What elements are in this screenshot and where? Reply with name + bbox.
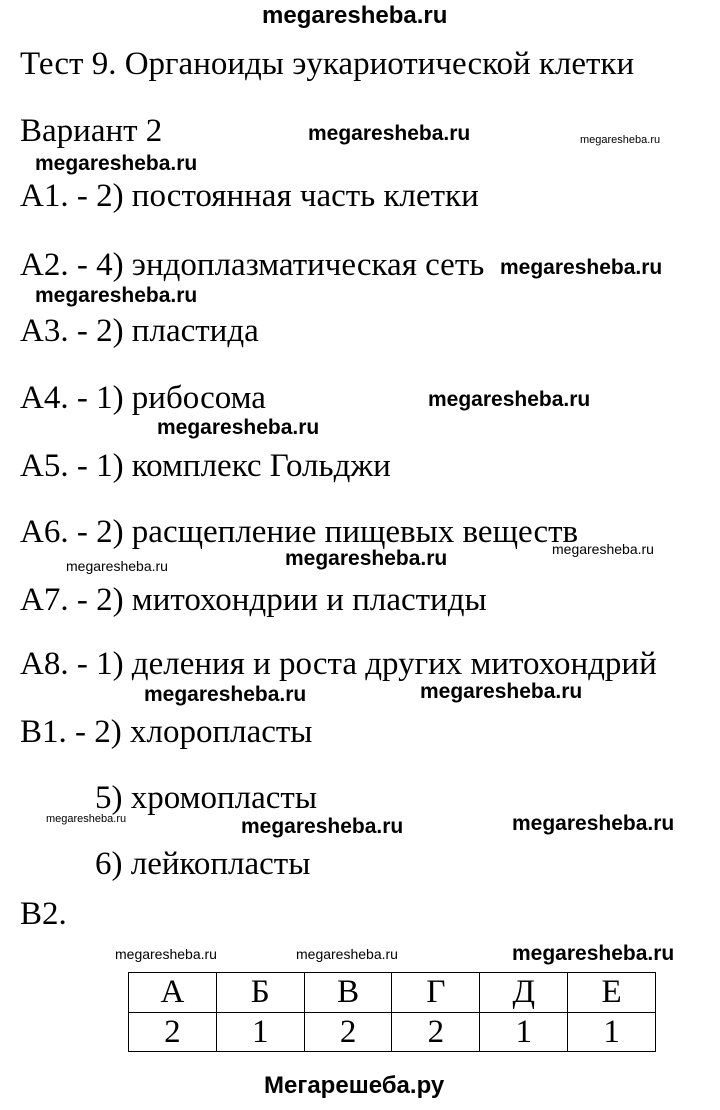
answer-b1-line3: 6) лейкопласты [95, 846, 311, 882]
watermark: megaresheba.ru [35, 284, 198, 307]
watermark: megaresheba.ru [512, 942, 675, 965]
variant-label: Вариант 2 [20, 113, 163, 149]
answer-a8: А8. - 1) деления и роста других митохондрий [20, 646, 657, 682]
answer-a1: А1. - 2) постоянная часть клетки [20, 178, 479, 214]
watermark: megaresheba.ru [308, 122, 471, 145]
answer-b1-line2: 5) хромопласты [95, 780, 318, 816]
table-cell: 1 [568, 1012, 656, 1052]
watermark: megaresheba.ru [512, 812, 675, 835]
answer-a2: А2. - 4) эндоплазматическая сеть [20, 247, 485, 283]
answer-a4: А4. - 1) рибосома [20, 380, 266, 416]
watermark: megaresheba.ru [66, 558, 168, 574]
table-cell: 2 [392, 1012, 480, 1052]
table-header-cell: А [129, 973, 217, 1013]
watermark: megaresheba.ru [552, 541, 654, 557]
table-cell: 2 [129, 1012, 217, 1052]
answer-a6: А6. - 2) расщепление пищевых веществ [20, 514, 579, 550]
watermark: megaresheba.ru [157, 416, 320, 439]
watermark: megaresheba.ru [115, 946, 217, 962]
answer-a5: А5. - 1) комплекс Гольджи [20, 448, 391, 484]
watermark: megaresheba.ru [46, 813, 127, 825]
page-title: Тест 9. Органоиды эукариотической клетки [20, 46, 635, 82]
table-header-cell: Г [392, 973, 480, 1013]
table-header-cell: В [304, 973, 392, 1013]
table-cell: 2 [304, 1012, 392, 1052]
answer-a7: А7. - 2) митохондрии и пластиды [20, 582, 487, 618]
table-header-cell: Е [568, 973, 656, 1013]
watermark: megaresheba.ru [35, 152, 198, 175]
watermark-top: megaresheba.ru [262, 2, 448, 29]
watermark: megaresheba.ru [420, 680, 583, 703]
watermark: megaresheba.ru [285, 547, 448, 570]
watermark: megaresheba.ru [144, 683, 307, 706]
watermark: megaresheba.ru [296, 946, 398, 962]
table-header-cell: Б [216, 973, 304, 1013]
answer-b2: В2. [20, 896, 67, 932]
answer-a3: А3. - 2) пластида [20, 313, 259, 349]
footer-brand: Мегарешеба.ру [264, 1072, 445, 1099]
answer-b1: В1. - 2) хлоропласты [20, 714, 313, 750]
watermark: megaresheba.ru [500, 256, 663, 279]
watermark: megaresheba.ru [428, 388, 591, 411]
table-cell: 1 [480, 1012, 568, 1052]
table-header-cell: Д [480, 973, 568, 1013]
watermark: megaresheba.ru [241, 815, 404, 838]
table-row [129, 1012, 656, 1052]
table-header-row [129, 973, 656, 1013]
watermark: megaresheba.ru [580, 134, 661, 146]
table-cell: 1 [216, 1012, 304, 1052]
answer-table [128, 972, 656, 1052]
